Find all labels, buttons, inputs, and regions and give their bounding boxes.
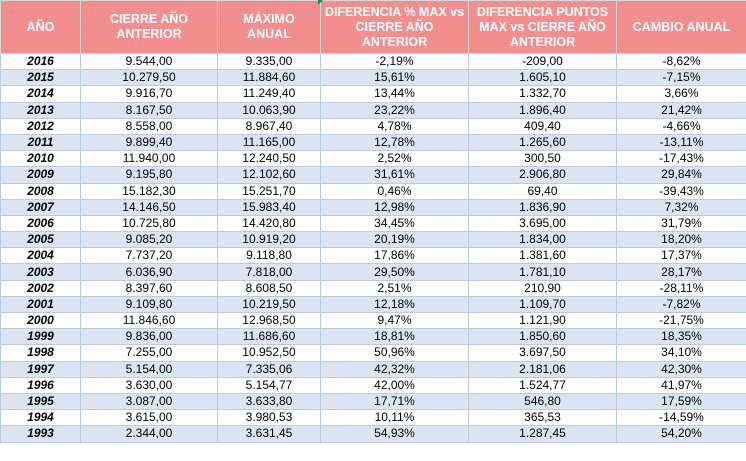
annual-max-cell[interactable]: 12.968,50 (218, 313, 321, 329)
annual-change-cell[interactable]: 31,79% (617, 215, 746, 231)
table-row (1, 248, 746, 264)
prev-close-cell[interactable]: 9.899,40 (81, 134, 218, 150)
diff-points-cell[interactable]: 1.109,70 (469, 296, 617, 312)
annual-change-cell[interactable]: -13,11% (617, 134, 746, 150)
year-cell[interactable]: 2008 (1, 183, 81, 199)
year-cell[interactable]: 2006 (1, 215, 81, 231)
year-cell[interactable]: 1999 (1, 329, 81, 345)
prev-close-cell[interactable]: 9.085,20 (81, 232, 218, 248)
prev-close-cell[interactable]: 5.154,00 (81, 361, 218, 377)
table-row (1, 232, 746, 248)
annual-max-cell[interactable]: 11.165,00 (218, 134, 321, 150)
annual-max-cell[interactable]: 15.251,70 (218, 183, 321, 199)
diff-percent-cell[interactable]: 20,19% (321, 232, 469, 248)
year-cell[interactable]: 2000 (1, 313, 81, 329)
diff-points-cell[interactable]: 1.381,60 (469, 248, 617, 264)
year-cell[interactable]: 2012 (1, 118, 81, 134)
annual-max-cell[interactable]: 10.219,50 (218, 296, 321, 312)
year-cell[interactable]: 2016 (1, 54, 81, 70)
diff-percent-cell[interactable]: 12,18% (321, 296, 469, 312)
annual-max-cell[interactable]: 10.952,50 (218, 345, 321, 361)
annual-max-cell[interactable]: 10.919,20 (218, 232, 321, 248)
annual-max-cell[interactable]: 5.154,77 (218, 377, 321, 393)
year-cell[interactable]: 2010 (1, 151, 81, 167)
annual-change-cell[interactable]: 7,32% (617, 199, 746, 215)
table-row (1, 86, 746, 102)
year-cell[interactable]: 2001 (1, 296, 81, 312)
table-row (1, 215, 746, 231)
diff-points-cell[interactable]: 69,40 (469, 183, 617, 199)
diff-points-cell[interactable]: 1.834,00 (469, 232, 617, 248)
diff-points-cell[interactable]: 365,53 (469, 410, 617, 426)
prev-close-cell[interactable]: 2.344,00 (81, 426, 218, 442)
diff-points-cell[interactable]: 2.181,06 (469, 361, 617, 377)
diff-points-cell[interactable]: 1.332,70 (469, 86, 617, 102)
annual-change-cell[interactable]: -4,66% (617, 118, 746, 134)
year-cell[interactable]: 1995 (1, 393, 81, 409)
year-cell[interactable]: 2015 (1, 70, 81, 86)
annual-change-cell[interactable]: 34,10% (617, 345, 746, 361)
annual-max-cell[interactable]: 3.631,45 (218, 426, 321, 442)
diff-percent-cell[interactable]: 50,96% (321, 345, 469, 361)
year-cell[interactable]: 2002 (1, 280, 81, 296)
prev-close-cell[interactable]: 9.109,80 (81, 296, 218, 312)
diff-points-cell[interactable]: 1.605,10 (469, 70, 617, 86)
diff-percent-cell[interactable]: 23,22% (321, 102, 469, 118)
diff-points-cell[interactable]: -209,00 (469, 54, 617, 70)
prev-close-cell[interactable]: 9.836,00 (81, 329, 218, 345)
annual-change-cell[interactable]: -28,11% (617, 280, 746, 296)
diff-points-cell[interactable]: 1.896,40 (469, 102, 617, 118)
year-cell[interactable]: 2007 (1, 199, 81, 215)
cell-comment-marker (318, 0, 323, 5)
annual-max-cell[interactable]: 11.249,40 (218, 86, 321, 102)
diff-percent-cell[interactable]: 10,11% (321, 410, 469, 426)
header-row (1, 1, 746, 54)
diff-points-cell[interactable]: 300,50 (469, 151, 617, 167)
diff-points-cell[interactable]: 1.524,77 (469, 377, 617, 393)
diff-points-cell[interactable]: 3.695,00 (469, 215, 617, 231)
prev-close-cell[interactable]: 11.846,60 (81, 313, 218, 329)
year-cell[interactable]: 2013 (1, 102, 81, 118)
diff-points-cell[interactable]: 546,80 (469, 393, 617, 409)
annual-max-cell[interactable]: 8.967,40 (218, 118, 321, 134)
annual-change-cell[interactable]: -8,62% (617, 54, 746, 70)
annual-change-cell[interactable]: 29,84% (617, 167, 746, 183)
annual-max-cell[interactable]: 11.686,60 (218, 329, 321, 345)
annual-change-cell[interactable]: 17,59% (617, 393, 746, 409)
annual-change-cell[interactable]: 54,20% (617, 426, 746, 442)
year-cell[interactable]: 2011 (1, 134, 81, 150)
prev-close-cell[interactable]: 9.544,00 (81, 54, 218, 70)
table-row (1, 296, 746, 312)
table-body (1, 54, 746, 443)
prev-close-cell[interactable]: 8.397,60 (81, 280, 218, 296)
diff-percent-cell[interactable]: 42,32% (321, 361, 469, 377)
table-row (1, 167, 746, 183)
annual-change-cell[interactable]: 17,37% (617, 248, 746, 264)
diff-percent-cell[interactable]: 42,00% (321, 377, 469, 393)
diff-percent-cell[interactable]: 12,78% (321, 134, 469, 150)
diff-percent-cell[interactable]: 34,45% (321, 215, 469, 231)
prev-close-cell[interactable]: 3.087,00 (81, 393, 218, 409)
table-row (1, 361, 746, 377)
table-row (1, 102, 746, 118)
diff-percent-cell[interactable]: 2,51% (321, 280, 469, 296)
prev-close-cell[interactable]: 10.725,80 (81, 215, 218, 231)
diff-points-cell[interactable]: 210,90 (469, 280, 617, 296)
annual-change-cell[interactable]: 42,30% (617, 361, 746, 377)
table-row (1, 183, 746, 199)
header-diff-points[interactable]: DIFERENCIA PUNTOS MAX vs CIERRE AÑO ANTERIOR (469, 1, 617, 54)
year-cell[interactable]: 1997 (1, 361, 81, 377)
annual-max-cell[interactable]: 12.240,50 (218, 151, 321, 167)
annual-max-cell[interactable]: 10.063,90 (218, 102, 321, 118)
prev-close-cell[interactable]: 6.036,90 (81, 264, 218, 280)
prev-close-cell[interactable]: 9.916,70 (81, 86, 218, 102)
year-cell[interactable]: 1998 (1, 345, 81, 361)
annual-max-cell[interactable]: 9.335,00 (218, 54, 321, 70)
header-prev-close[interactable]: CIERRE AÑO ANTERIOR (81, 1, 218, 54)
diff-percent-cell[interactable]: -2,19% (321, 54, 469, 70)
annual-max-cell[interactable]: 8.608,50 (218, 280, 321, 296)
diff-percent-cell[interactable]: 2,52% (321, 151, 469, 167)
diff-points-cell[interactable]: 1.265,60 (469, 134, 617, 150)
year-cell[interactable]: 2005 (1, 232, 81, 248)
header-year[interactable]: AÑO (1, 1, 81, 54)
table-row (1, 393, 746, 409)
diff-percent-cell[interactable]: 17,86% (321, 248, 469, 264)
prev-close-cell[interactable]: 15.182,30 (81, 183, 218, 199)
annual-change-cell[interactable]: 18,20% (617, 232, 746, 248)
annual-change-cell[interactable]: 28,17% (617, 264, 746, 280)
annual-max-cell[interactable]: 7.818,00 (218, 264, 321, 280)
prev-close-cell[interactable]: 8.167,50 (81, 102, 218, 118)
diff-percent-cell[interactable]: 17,71% (321, 393, 469, 409)
annual-max-cell[interactable]: 3.980,53 (218, 410, 321, 426)
diff-percent-cell[interactable]: 0,46% (321, 183, 469, 199)
diff-percent-cell[interactable]: 4,78% (321, 118, 469, 134)
table-row (1, 329, 746, 345)
diff-points-cell[interactable]: 1.121,90 (469, 313, 617, 329)
header-annual-max[interactable]: MÁXIMO ANUAL (218, 1, 321, 54)
prev-close-cell[interactable]: 7.737,20 (81, 248, 218, 264)
annual-max-cell[interactable]: 14.420,80 (218, 215, 321, 231)
diff-percent-cell[interactable]: 9,47% (321, 313, 469, 329)
annual-max-cell[interactable]: 9.118,80 (218, 248, 321, 264)
prev-close-cell[interactable]: 9.195,80 (81, 167, 218, 183)
table-row (1, 410, 746, 426)
table-row (1, 264, 746, 280)
diff-points-cell[interactable]: 2.906,80 (469, 167, 617, 183)
year-cell[interactable]: 2009 (1, 167, 81, 183)
annual-change-cell[interactable]: 3,66% (617, 86, 746, 102)
annual-change-cell[interactable]: -21,75% (617, 313, 746, 329)
diff-percent-cell[interactable]: 54,93% (321, 426, 469, 442)
diff-points-cell[interactable]: 1.850,60 (469, 329, 617, 345)
table-row (1, 377, 746, 393)
prev-close-cell[interactable]: 7.255,00 (81, 345, 218, 361)
diff-percent-cell[interactable]: 13,44% (321, 86, 469, 102)
table-row (1, 426, 746, 442)
prev-close-cell[interactable]: 3.630,00 (81, 377, 218, 393)
annual-max-cell[interactable]: 15.983,40 (218, 199, 321, 215)
table-row (1, 70, 746, 86)
annual-change-cell[interactable]: -7,15% (617, 70, 746, 86)
diff-points-cell[interactable]: 3.697,50 (469, 345, 617, 361)
table-row (1, 280, 746, 296)
table-row (1, 199, 746, 215)
year-cell[interactable]: 1993 (1, 426, 81, 442)
annual-max-cell[interactable]: 7.335,06 (218, 361, 321, 377)
table-row (1, 151, 746, 167)
year-cell[interactable]: 1994 (1, 410, 81, 426)
annual-max-cell[interactable]: 3.633,80 (218, 393, 321, 409)
diff-percent-cell[interactable]: 31,61% (321, 167, 469, 183)
year-cell[interactable]: 2014 (1, 86, 81, 102)
annual-change-cell[interactable]: 21,42% (617, 102, 746, 118)
diff-points-cell[interactable]: 1.287,45 (469, 426, 617, 442)
prev-close-cell[interactable]: 10.279,50 (81, 70, 218, 86)
annual-max-cell[interactable]: 11.884,60 (218, 70, 321, 86)
prev-close-cell[interactable]: 11.940,00 (81, 151, 218, 167)
diff-points-cell[interactable]: 1.836,90 (469, 199, 617, 215)
prev-close-cell[interactable]: 3.615,00 (81, 410, 218, 426)
diff-points-cell[interactable]: 1.781,10 (469, 264, 617, 280)
table-row (1, 134, 746, 150)
diff-percent-cell[interactable]: 12,98% (321, 199, 469, 215)
annual-change-cell[interactable]: -14,59% (617, 410, 746, 426)
header-diff-percent[interactable]: DIFERENCIA % MAX vs CIERRE AÑO ANTERIOR (321, 1, 469, 54)
annual-change-cell[interactable]: -39,43% (617, 183, 746, 199)
year-cell[interactable]: 2003 (1, 264, 81, 280)
table-row (1, 118, 746, 134)
annual-change-cell[interactable]: -17,43% (617, 151, 746, 167)
prev-close-cell[interactable]: 8.558,00 (81, 118, 218, 134)
annual-change-cell[interactable]: -7,82% (617, 296, 746, 312)
diff-percent-cell[interactable]: 15,61% (321, 70, 469, 86)
annual-change-cell[interactable]: 41,97% (617, 377, 746, 393)
annual-change-cell[interactable]: 18,35% (617, 329, 746, 345)
annual-max-cell[interactable]: 12.102,60 (218, 167, 321, 183)
year-cell[interactable]: 1996 (1, 377, 81, 393)
header-annual-change[interactable]: CAMBIO ANUAL (617, 1, 746, 54)
diff-points-cell[interactable]: 409,40 (469, 118, 617, 134)
prev-close-cell[interactable]: 14.146,50 (81, 199, 218, 215)
table-row (1, 345, 746, 361)
diff-percent-cell[interactable]: 29,50% (321, 264, 469, 280)
diff-percent-cell[interactable]: 18,81% (321, 329, 469, 345)
table-row (1, 54, 746, 70)
year-cell[interactable]: 2004 (1, 248, 81, 264)
table-row (1, 313, 746, 329)
